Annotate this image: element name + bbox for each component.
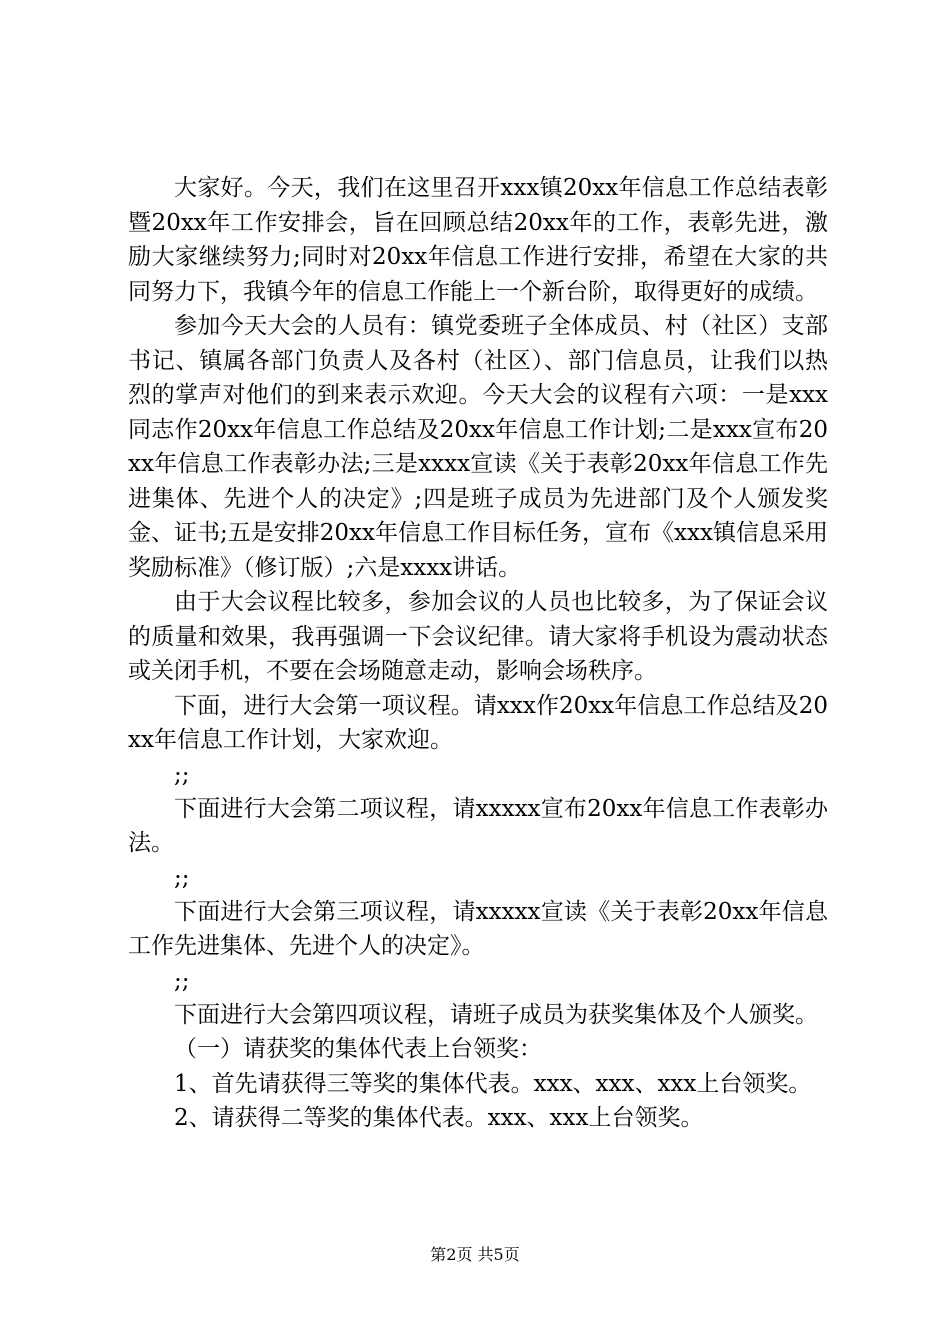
paragraph-discipline: 由于大会议程比较多，参加会议的人员也比较多，为了保证会议的质量和效果，我再强调一下会议纪律。请大家将手机设为震动状态或关闭手机，不要在会场随意走动，影响会场秩序。	[128, 589, 828, 684]
paragraph-agenda-1: 下面，进行大会第一项议程。请xxx作20xx年信息工作总结及20xx年信息工作计划，大家欢迎。	[128, 692, 828, 753]
paragraph-section-one: （一）请获奖的集体代表上台领奖：	[174, 1036, 542, 1062]
document-body	[128, 171, 828, 1136]
paragraph-agenda-4: 下面进行大会第四项议程，请班子成员为获奖集体及个人颁奖。	[174, 1001, 818, 1028]
paragraph-attendees-agenda: 参加今天大会的人员有：镇党委班子全体成员、村（社区）支部书记、镇属各部门负责人及各村（社区）、部门信息员，让我们以热烈的掌声对他们的到来表示欢迎。今天大会的议程有六项：一是xxx同志作20xx年信息工作总结及20xx年信息工作计划;二是xxx宣布20xx年信息工作表彰办法;三是xxxx宣读《关于表彰20xx年信息工作先进集体、先进个人的决定》;四是班子成员为先进部门及个人颁发奖金、证书;五是安排20xx年信息工作目标任务，宣布《xxx镇信息采用奖励标准》（修订版）;六是xxxx讲话。	[128, 313, 828, 581]
separator-semicolons: ;;	[174, 761, 190, 788]
page-footer: 第2页 共5页	[430, 1245, 520, 1264]
paragraph-third-prize: 1、首先请获得三等奖的集体代表。xxx、xxx、xxx上台领奖。	[174, 1070, 812, 1097]
paragraph-agenda-3: 下面进行大会第三项议程，请xxxxx宣读《关于表彰20xx年信息工作先进集体、先进个人的决定》。	[128, 898, 828, 959]
separator-semicolons: ;;	[174, 864, 190, 891]
paragraph-second-prize: 2、请获得二等奖的集体代表。xxx、xxx上台领奖。	[174, 1105, 704, 1131]
separator-semicolons: ;;	[174, 967, 190, 994]
paragraph-opening: 大家好。今天，我们在这里召开xxx镇20xx年信息工作总结表彰暨20xx年工作安排会，旨在回顾总结20xx年的工作，表彰先进，激励大家继续努力;同时对20xx年信息工作进行安排，希望在大家的共同努力下，我镇今年的信息工作能上一个新台阶，取得更好的成绩。	[128, 175, 828, 305]
paragraph-agenda-2: 下面进行大会第二项议程，请xxxxx宣布20xx年信息工作表彰办法。	[128, 795, 828, 856]
